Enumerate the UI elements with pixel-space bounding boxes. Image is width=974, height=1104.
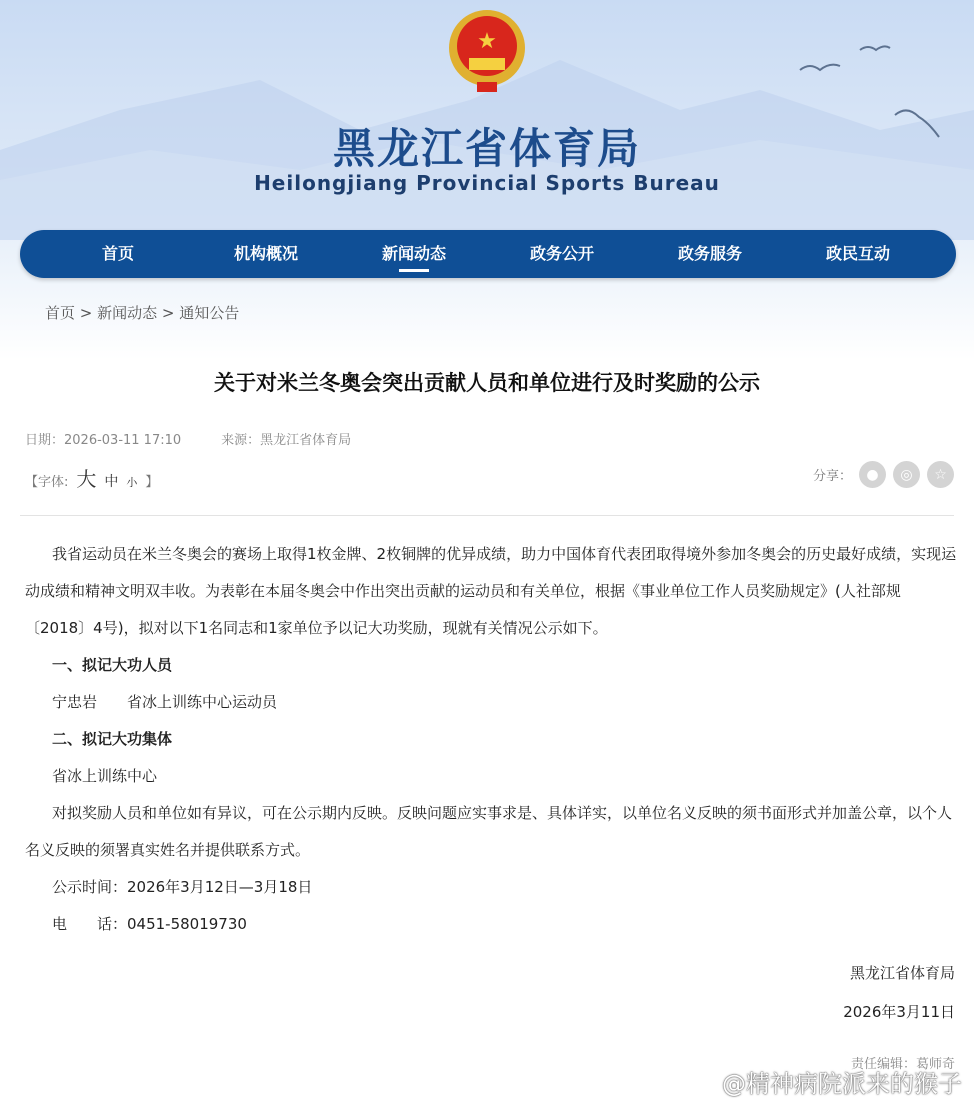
font-small-button[interactable]: 小 [126,476,138,489]
paragraph: 电 话：0451-58019730 [52,915,247,933]
section-heading: 一、拟记大功人员 [52,656,173,674]
font-label: 【字体: [25,475,69,490]
site-title: 黑龙江省体育局 [332,124,641,173]
favorite-star-icon[interactable]: ☆ [927,461,954,488]
paragraph: 我省运动员在米兰冬奥会的赛场上取得1枚金牌、2枚铜牌的优异成绩，助力中国体育代表团取得境外参加冬奥会的历史最好成绩，实现运动成绩和精神文明双丰收。为表彰在本届冬奥会中作出突出贡献的运动员和有关单位，根据《事业单位工作人员奖励规定》(人社部规〔2018〕4号)，拟对以下1名同志和1家单位予以记大功奖励，现就有关情况公示如下。 [25,545,957,637]
site-subtitle: Heilongjiang Provincial Sports Bureau [254,171,720,195]
wechat-icon[interactable]: ● [859,461,886,488]
svg-text:★: ★ [477,29,497,54]
nav-home[interactable]: 首页 [101,244,134,263]
share-bar [813,461,954,488]
font-medium-button[interactable]: 中 [104,474,119,490]
nav-gov-open[interactable]: 政务公开 [529,244,594,263]
paragraph: 省冰上训练中心 [52,767,158,785]
breadcrumb[interactable]: 首页 > 新闻动态 > 通知公告 [45,304,240,322]
font-large-button[interactable]: 大 [76,467,97,491]
national-emblem-icon [447,8,527,94]
article-source: 来源：黑龙江省体育局 [221,433,352,448]
sign-date: 2026年3月11日 [843,1003,955,1021]
article-date: 日期：2026-03-11 17:10 [25,433,182,448]
divider [20,515,954,516]
share-label: 分享： [812,469,852,484]
paragraph: 公示时间：2026年3月12日—3月18日 [52,878,313,896]
font-size-control [25,463,158,492]
main-nav [20,230,956,278]
article-meta [25,429,391,448]
nav-news[interactable]: 新闻动态 [340,230,488,278]
paragraph: 宁忠岩 省冰上训练中心运动员 [52,693,278,711]
weibo-icon[interactable]: ◎ [893,461,920,488]
font-close: 】 [145,475,159,490]
watermark: @精神病院派来的猴子 [722,1070,962,1098]
signature: 黑龙江省体育局 [849,964,955,982]
nav-gov-service[interactable]: 政务服务 [677,244,742,263]
editor: 责任编辑：葛师奇 [850,1057,955,1072]
nav-about[interactable]: 机构概况 [233,244,298,263]
article-title: 关于对米兰冬奥会突出贡献人员和单位进行及时奖励的公示 [214,371,760,395]
article-body [25,536,960,943]
section-heading: 二、拟记大功集体 [52,730,173,748]
paragraph: 对拟奖励人员和单位如有异议，可在公示期内反映。反映问题应实事求是、具体详实，以单位名义反映的须书面形式并加盖公章，以个人名义反映的须署真实姓名并提供联系方式。 [25,804,953,859]
nav-interaction[interactable]: 政民互动 [825,244,890,263]
